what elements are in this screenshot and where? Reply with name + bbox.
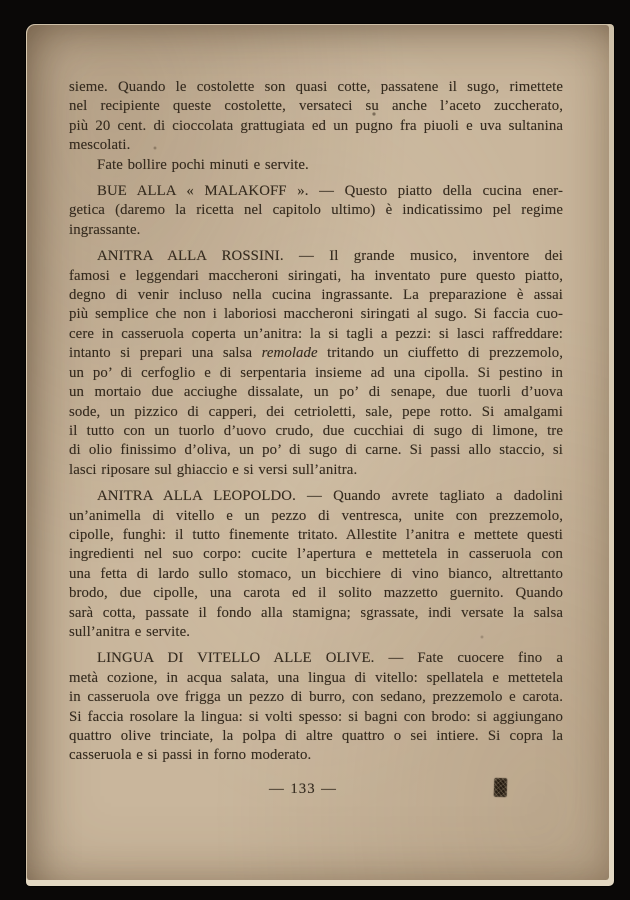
text-line: nel recipiente queste costolette, versateci su anche l’aceto zuccherato, [69, 98, 563, 115]
text-line: lasci riposare sul ghiaccio e si versi sull’anitra. [69, 461, 358, 478]
text-line: famosi e leggendari maccheroni siringati, ha inventato pure questo piatto, [69, 267, 563, 284]
text-line: ingredienti nel suo corpo: cucite l’apertura e mettetela in casseruola con [69, 546, 563, 563]
paragraph-anitra-alla-rossini [69, 247, 563, 480]
paragraph-fate-bollire [69, 156, 563, 175]
paragraph-bue-alla-malakoff [69, 182, 563, 240]
text-line: un’animella di vitello e un pezzo di ventresca, unite con prezzemolo, [69, 507, 563, 524]
text-line: più 20 cent. di cioccolata grattugiata ed un pugno fra piuoli e uva sultanina [69, 117, 563, 134]
text-line: degno di venir incluso nella cucina ingrassante. La preparazione è assai [69, 287, 563, 304]
text-line: BUE ALLA « MALAKOFF ». — Questo piatto della cucina ener- [97, 183, 563, 200]
text-line [69, 344, 563, 363]
text-line: Fate bollire pochi minuti e servite. [97, 156, 309, 173]
text-line: cere in casseruola coperta un’anitra: la si tagli a pezzi: si lasci raffreddare: [69, 325, 563, 342]
text-line: sarà cotta, passate il fondo alla stamigna; sgrassate, indi versate la salsa [69, 604, 563, 621]
text-line: LINGUA DI VITELLO ALLE OLIVE. — Fate cuocere fino a [97, 650, 563, 667]
text-line: brodo, due cipolle, una carota ed il solito mazzetto guernito. Quando [69, 585, 563, 602]
ink-stamp [494, 778, 508, 797]
text-line: un mortaio due acciughe dissalate, un po’ di senape, due tuorli d’uova [69, 384, 563, 401]
paper-edge [26, 24, 614, 886]
text-line: ANITRA ALLA LEOPOLDO. — Quando avrete tagliato a dadolini [97, 488, 563, 505]
text-line: casseruola e si passi in forno moderato. [69, 747, 312, 764]
text-line: quattro olive trinciate, la polpa di altre quattro o sei intiere. Si copra la [69, 728, 563, 744]
text-line: il tutto con un tuorlo d’uovo crudo, due cucchiai di sugo di limone, tre [69, 422, 563, 439]
text-line: più semplice che non i laboriosi maccheroni siringati al sugo. Si faccia cuo- [69, 306, 563, 323]
text-line: metà cozione, in acqua salata, una lingua di vitello: spellatela e mettetela [69, 669, 563, 686]
text-line: ANITRA ALLA ROSSINI. — Il grande musico, inventore dei [97, 248, 563, 265]
text-line: di olio finissimo d’oliva, un po’ di sugo di carne. Si passi allo staccio, si [69, 442, 563, 459]
text-line: in casseruola ove frigga un pezzo di burro, con sedano, prezzemolo e carota. [69, 689, 563, 706]
text-line: mescolati. [69, 137, 131, 154]
text-line: sieme. Quando le costolette son quasi cotte, passatene il sugo, rimettete [69, 79, 563, 95]
italic-term: remolade [261, 345, 318, 362]
paragraph-anitra-alla-leopoldo [69, 487, 563, 642]
text-line: ingrassante. [69, 221, 141, 238]
text-line: sode, un pizzico di capperi, dei cetrioletti, sale, pepe rotto. Si amalgami [69, 403, 563, 420]
text-line: getica (daremo la ricetta nel capitolo ultimo) è indicatissimo pel regime [69, 202, 563, 219]
page-number: — 133 — [269, 780, 337, 797]
text-column [69, 78, 563, 799]
text-line: una fetta di lardo sullo stomaco, un bicchiere di vino bianco, altrettanto [69, 565, 563, 582]
text-line: Si faccia rosolare la lingua: si volti spesso: si bagni con brodo: si aggiungano [69, 708, 563, 725]
paper-sheet [26, 25, 609, 880]
text-run: tritando un ciuffetto di prezzemolo, [317, 345, 563, 362]
text-run: intanto si prepari una salsa [69, 345, 262, 362]
paragraph-lingua-di-vitello [69, 649, 563, 765]
text-line: cipolle, funghi: il tutto finemente tritato. Allestite l’anitra e mettete questi [69, 526, 563, 543]
paragraph-continuation [69, 78, 563, 156]
text-line: un po’ di cerfoglio e di serpentaria insieme ad una cipolla. Si pestino in [69, 364, 563, 381]
text-line: sull’anitra e servite. [69, 623, 191, 640]
